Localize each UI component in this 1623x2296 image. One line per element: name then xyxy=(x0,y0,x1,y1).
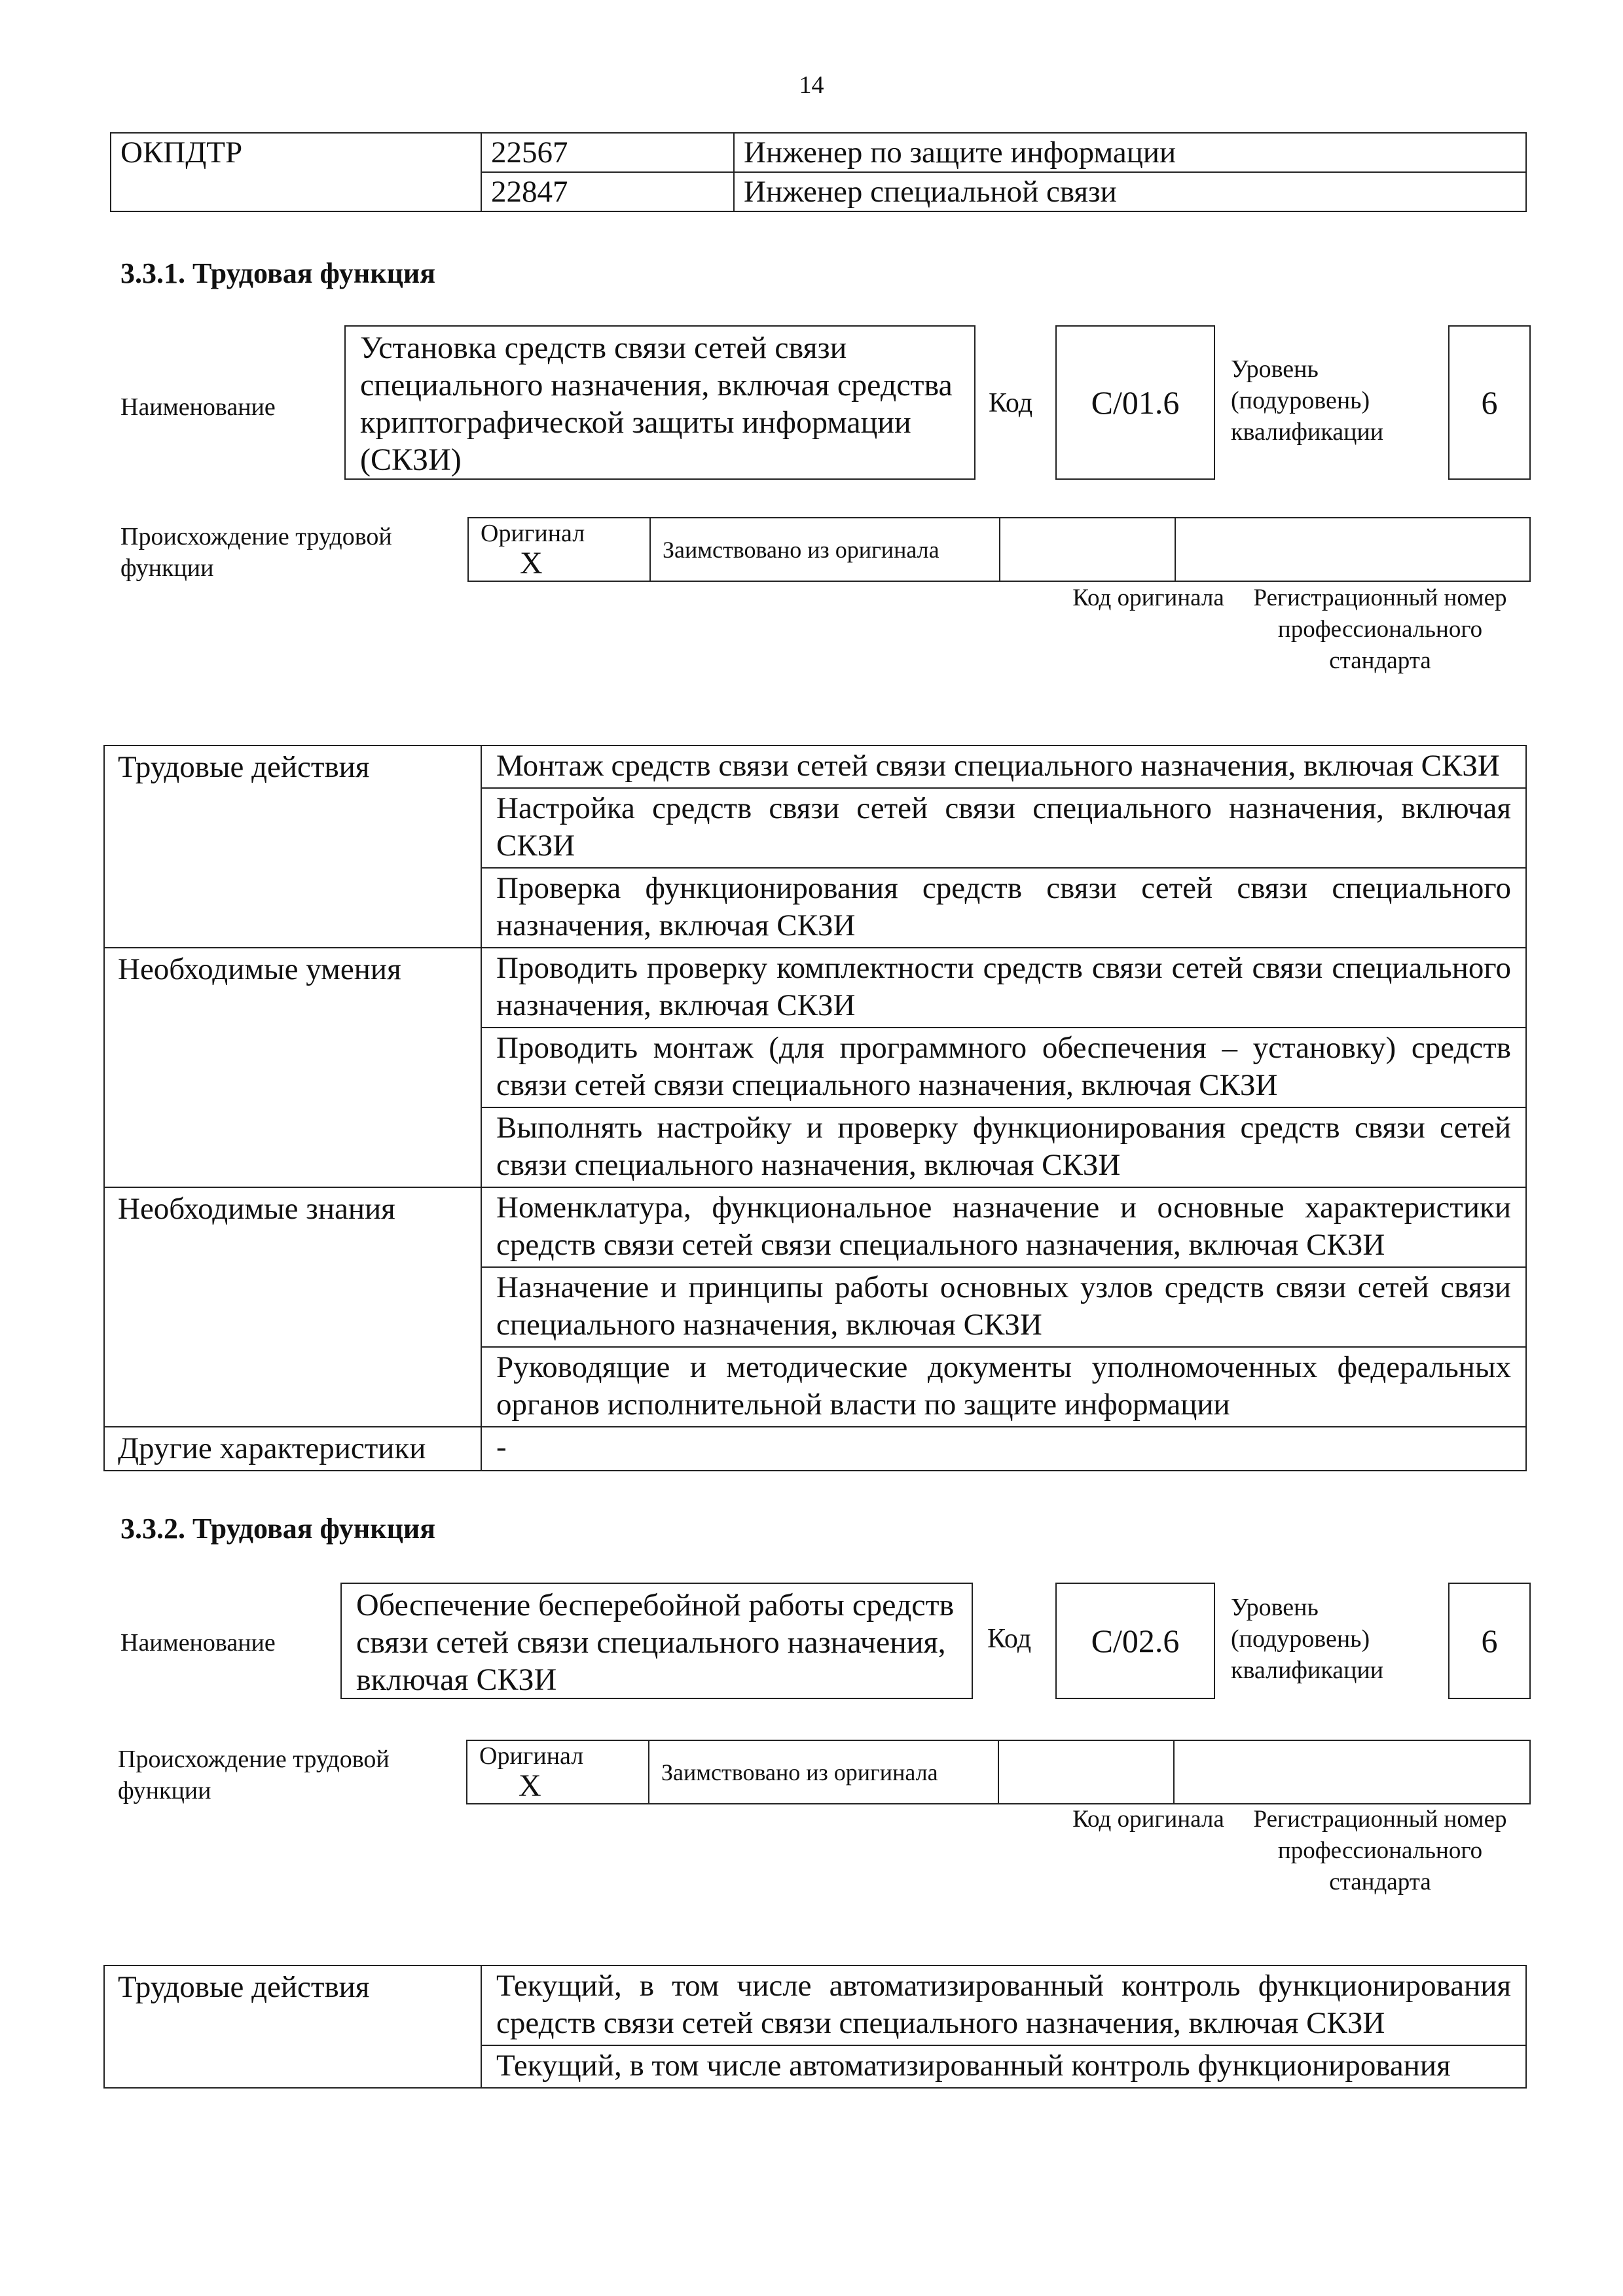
table-cell: Выполнять настройку и проверку функционирования средств связи сетей связи специального назначения, включая СКЗИ xyxy=(481,1107,1526,1187)
table-row xyxy=(111,133,1526,172)
table-row xyxy=(104,745,1526,788)
table-cell: Номенклатура, функциональное назначение и основные характеристики средств связи сетей связи специального назначения, включая СКЗИ xyxy=(481,1187,1526,1267)
okpdtr-label: ОКПДТР xyxy=(111,133,481,211)
table-row xyxy=(104,1427,1526,1471)
table-row xyxy=(104,1965,1526,2045)
table-cell: Проверка функционирования средств связи сетей связи специального назначения, включая СКЗИ xyxy=(481,868,1526,948)
table-cell: Проводить проверку комплектности средств связи сетей связи специального назначения, включая СКЗИ xyxy=(481,948,1526,1028)
kod-value-box: С/02.6 xyxy=(1055,1583,1215,1699)
table-row xyxy=(104,1187,1526,1267)
level-label: Уровень (подуровень) квалификации xyxy=(1231,355,1384,446)
group-label: Другие характеристики xyxy=(104,1427,481,1471)
kod-value-box: С/01.6 xyxy=(1055,325,1215,480)
group-label: Необходимые умения xyxy=(104,948,481,1187)
original-mark: X xyxy=(519,1768,541,1803)
table-row xyxy=(104,948,1526,1028)
okpdtr-code: 22567 xyxy=(481,133,734,172)
page-number: 14 xyxy=(799,71,824,99)
okpdtr-name: Инженер по защите информации xyxy=(734,133,1526,172)
okpdtr-name: Инженер специальной связи xyxy=(734,172,1526,211)
borrowed-label: Заимствовано из оригинала xyxy=(649,1740,998,1804)
name-label: Наименование xyxy=(120,1629,276,1657)
section-heading: 3.3.2. Трудовая функция xyxy=(120,1513,436,1545)
okpdtr-table xyxy=(110,132,1527,212)
work-function-table-2 xyxy=(103,1965,1527,2089)
reg-caption: Регистрационный номер профессионального стандарта xyxy=(1253,1806,1507,1895)
level-label: Уровень (подуровень) квалификации xyxy=(1231,1594,1384,1684)
level-value-box: 6 xyxy=(1448,325,1531,480)
group-label: Трудовые действия xyxy=(104,1965,481,2088)
name-label: Наименование xyxy=(120,393,276,421)
original-code-cell xyxy=(1000,518,1175,581)
table-row xyxy=(467,1740,1530,1804)
table-cell: Руководящие и методические документы уполномоченных федеральных органов исполнительной власти по защите информации xyxy=(481,1347,1526,1427)
original-code-cell xyxy=(998,1740,1174,1804)
table-cell: Текущий, в том числе автоматизированный контроль функционирования средств связи сетей связи специального назначения, включая СКЗИ xyxy=(481,1965,1526,2045)
original-cell xyxy=(468,518,650,581)
origin-label: Происхождение трудовой функции xyxy=(118,1746,390,1804)
original-label: Оригинал xyxy=(479,1742,584,1770)
table-cell: Монтаж средств связи сетей связи специального назначения, включая СКЗИ xyxy=(481,745,1526,788)
reg-caption: Регистрационный номер профессионального стандарта xyxy=(1253,584,1507,674)
table-row xyxy=(468,518,1530,581)
table-cell: Текущий, в том числе автоматизированный контроль функционирования xyxy=(481,2045,1526,2088)
kod-label: Код xyxy=(989,388,1033,418)
okpdtr-code: 22847 xyxy=(481,172,734,211)
origin-table xyxy=(467,517,1531,582)
table-cell: Назначение и принципы работы основных узлов средств связи сетей связи специального назначения, включая СКЗИ xyxy=(481,1267,1526,1347)
function-name-box: Установка средств связи сетей связи специального назначения, включая средства криптографической защиты информации (СКЗИ) xyxy=(344,325,976,480)
function-name-box: Обеспечение бесперебойной работы средств связи сетей связи специального назначения, включая СКЗИ xyxy=(340,1583,973,1699)
borrowed-label: Заимствовано из оригинала xyxy=(650,518,1000,581)
origin-label: Происхождение трудовой функции xyxy=(120,523,392,582)
table-cell: Настройка средств связи сетей связи специального назначения, включая СКЗИ xyxy=(481,788,1526,868)
group-label: Трудовые действия xyxy=(104,745,481,948)
reg-number-cell xyxy=(1174,1740,1530,1804)
code-caption: Код оригинала xyxy=(1072,584,1224,611)
original-label: Оригинал xyxy=(481,520,585,547)
reg-number-cell xyxy=(1175,518,1530,581)
code-caption: Код оригинала xyxy=(1072,1806,1224,1833)
origin-table xyxy=(466,1740,1531,1804)
original-mark: X xyxy=(520,546,543,581)
level-value-box: 6 xyxy=(1448,1583,1531,1699)
group-label: Необходимые знания xyxy=(104,1187,481,1427)
table-cell: Проводить монтаж (для программного обеспечения – установку) средств связи сетей связи специального назначения, включая СКЗИ xyxy=(481,1028,1526,1107)
work-function-table-1 xyxy=(103,745,1527,1471)
original-cell xyxy=(467,1740,649,1804)
kod-label: Код xyxy=(987,1624,1032,1654)
section-heading: 3.3.1. Трудовая функция xyxy=(120,257,436,289)
table-cell: - xyxy=(481,1427,1526,1471)
